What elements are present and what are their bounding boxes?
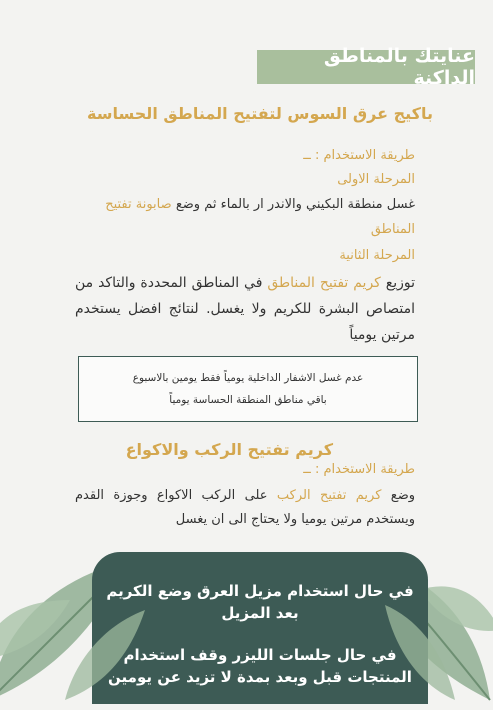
stage2-label: المرحلة الثانية bbox=[339, 248, 415, 263]
tip-laser-line2: المنتجات قبل وبعد بمدة لا تزيد عن يومين bbox=[108, 668, 412, 686]
stage1-label: المرحلة الاولى bbox=[337, 172, 415, 187]
tip-laser-line1: في حال جلسات الليزر وقف استخدام bbox=[123, 646, 397, 664]
note-line2: باقي مناطق المنطقة الحساسة يومياً bbox=[169, 394, 327, 406]
stage1-highlight: صابونة تفتيح bbox=[105, 197, 172, 212]
tip-deodorant-line1: في حال استخدام مزيل العرق وضع الكريم bbox=[106, 582, 414, 600]
section2-text-after: على الركب الاكواع وجوزة القدم ويستخدم مرتين يوميا ولا يحتاج الى ان يغسل bbox=[75, 488, 415, 527]
page-title: عنايتك بالمناطق الداكنة bbox=[257, 50, 475, 84]
section2-heading: كريم تفتيح الركب والاكواع bbox=[125, 440, 333, 459]
stage2-highlight: كريم تفتيح المناطق bbox=[267, 275, 381, 291]
stage2-text-rest: في المناطق المحددة والتاكد من امتصاص البشرة للكريم ولا يغسل. لنتائج افضل يستخدم مرتين يومياً bbox=[75, 275, 415, 343]
note-box bbox=[78, 356, 418, 422]
section2-text-before: وضع bbox=[381, 488, 416, 503]
stage2-text bbox=[75, 270, 415, 348]
stage1-text bbox=[75, 194, 415, 216]
leaf-overlay-right-icon bbox=[380, 590, 460, 704]
note-line1: عدم غسل الاشفار الداخلية يومياً فقط يومين بالاسبوع bbox=[132, 372, 364, 384]
tip-deodorant-line2: بعد المزيل bbox=[221, 604, 299, 622]
section1-usage-label: طريقة الاستخدام : ــ bbox=[303, 148, 415, 163]
section2-usage-label: طريقة الاستخدام : ــ bbox=[303, 462, 415, 477]
section1-subtitle: باكيج عرق السوس لتفتيح المناطق الحساسة bbox=[87, 104, 433, 123]
leaf-overlay-left-icon bbox=[60, 600, 150, 704]
section2-text bbox=[75, 484, 415, 532]
section2-highlight: كريم تفتيح الركب bbox=[276, 488, 382, 503]
stage2-word1: توزيع bbox=[380, 275, 415, 291]
stage1-text-before: غسل منطقة البكيني والاندر ار بالماء ثم وضع bbox=[171, 197, 415, 212]
stage1-line2: المناطق bbox=[370, 222, 415, 237]
